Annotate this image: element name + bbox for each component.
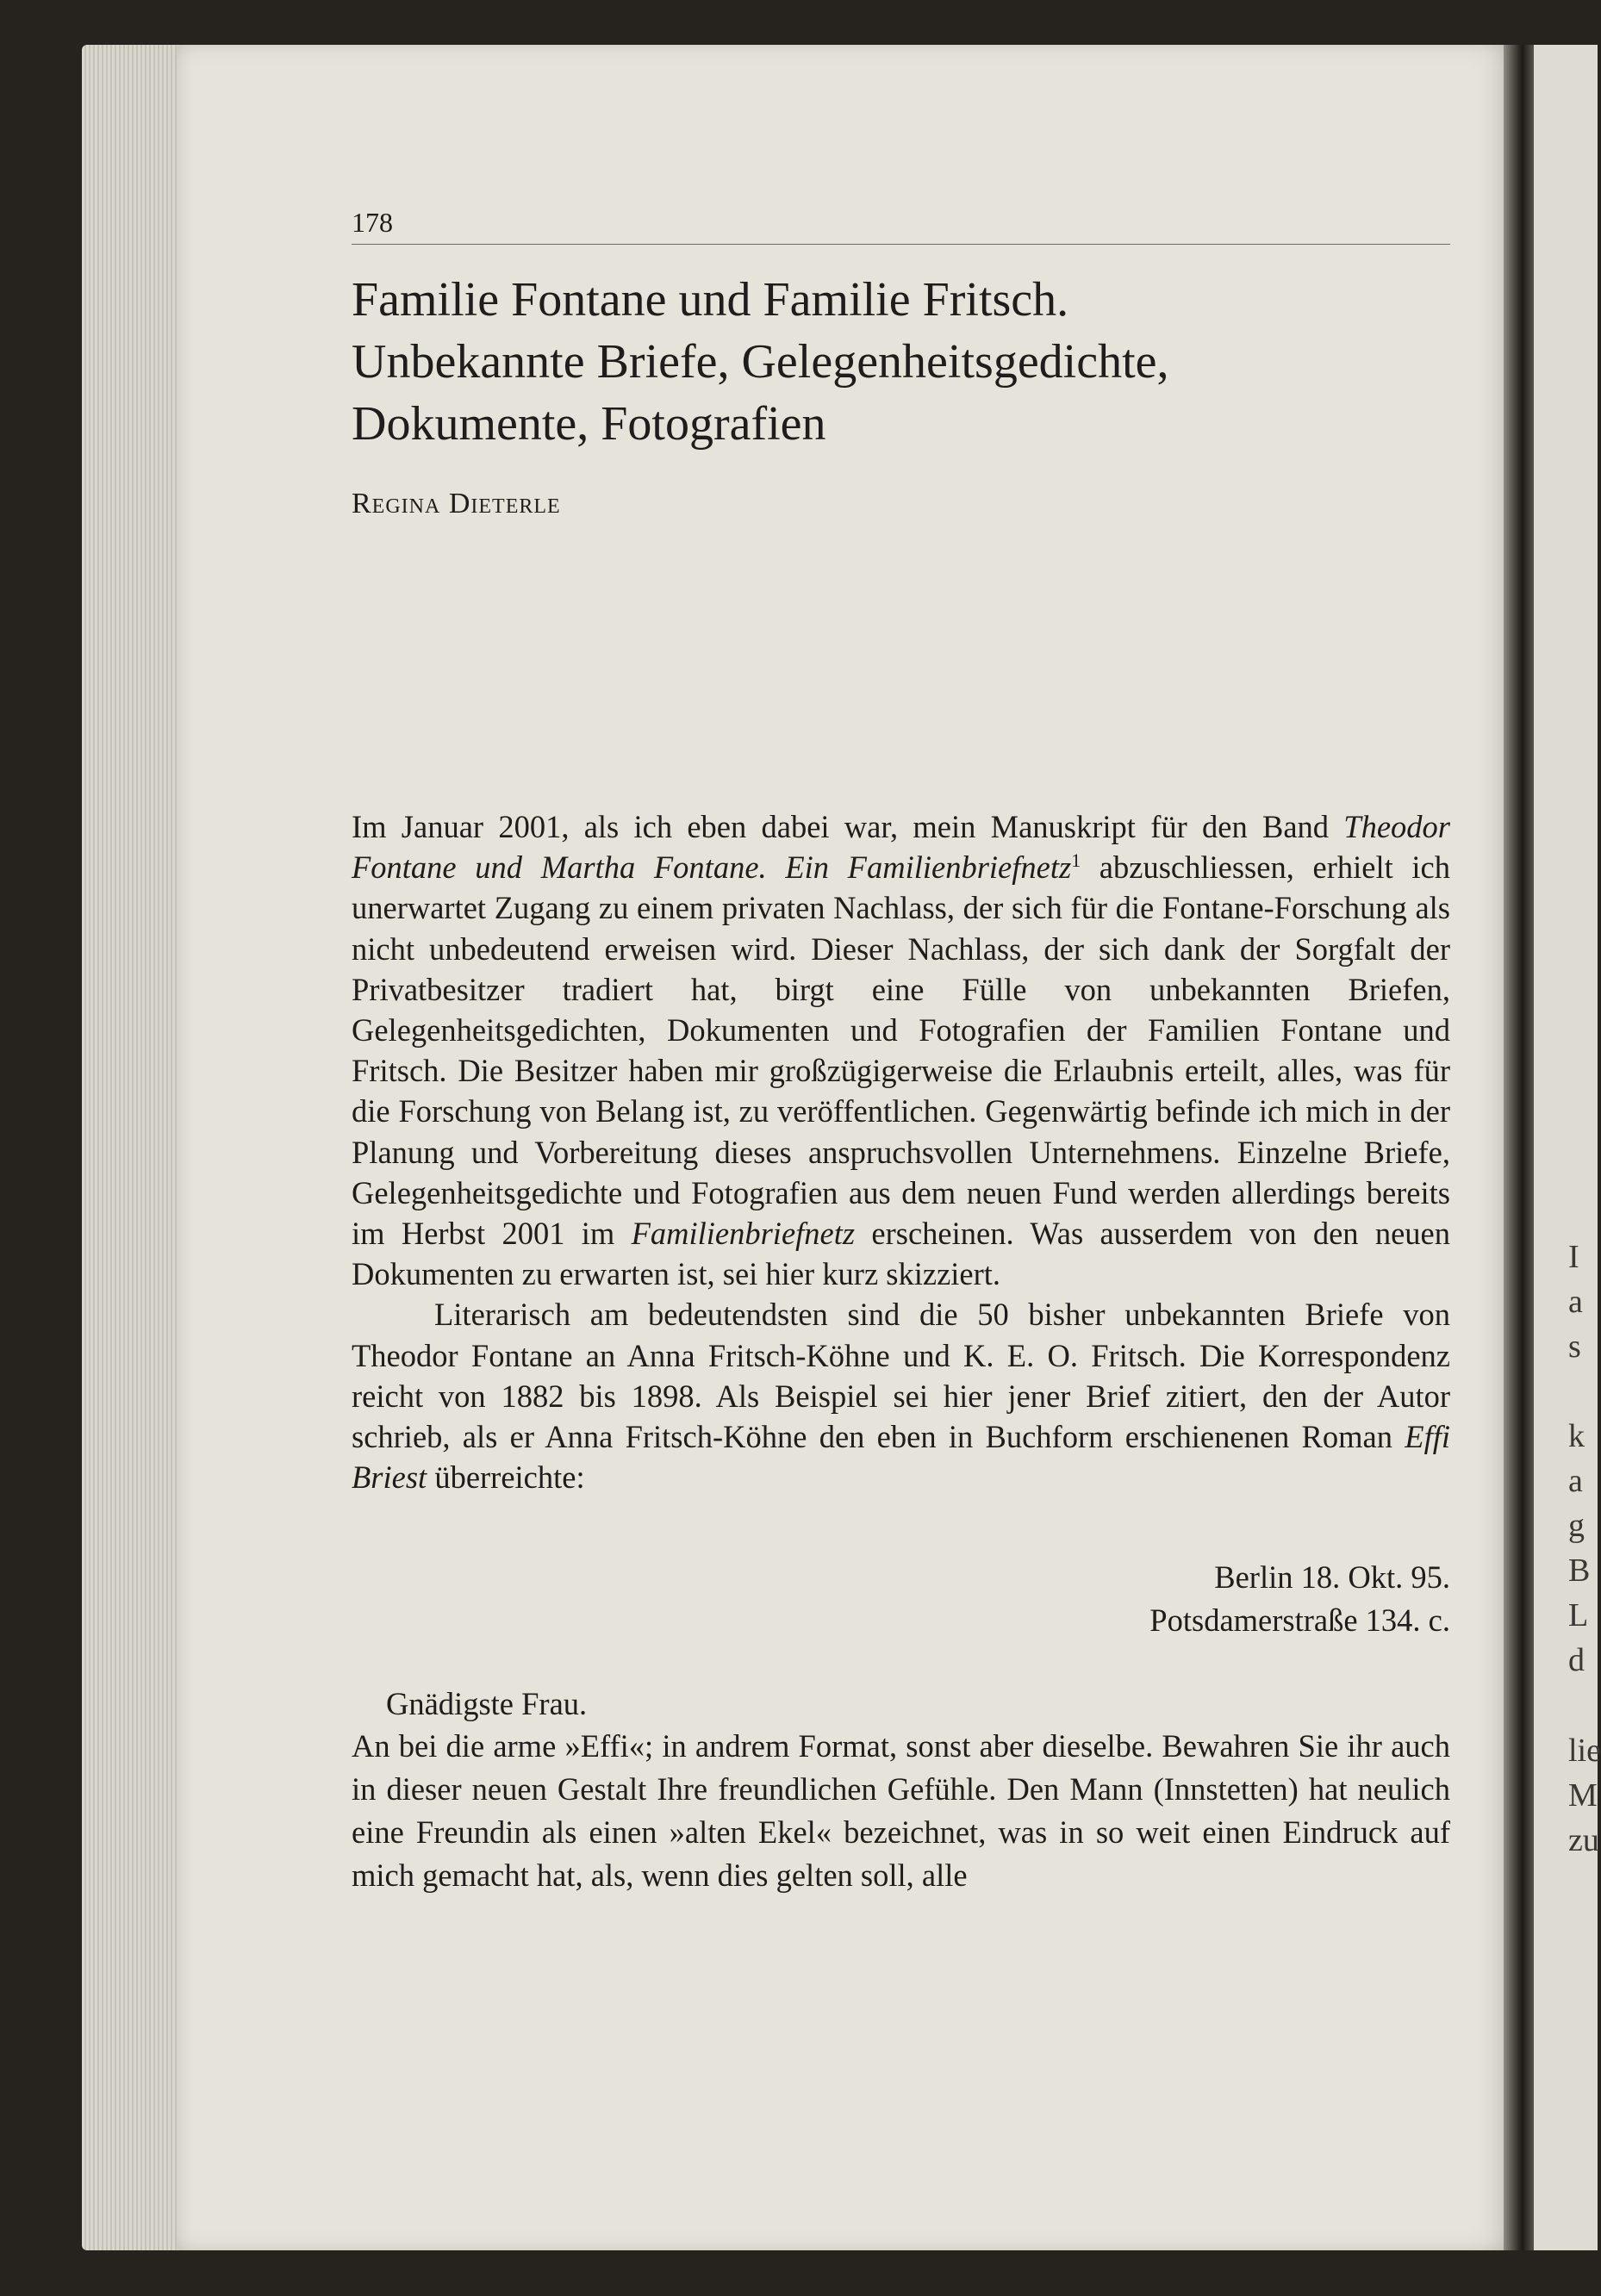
fragment: g xyxy=(1568,1508,1585,1544)
fragment: k xyxy=(1568,1418,1585,1454)
page-edges xyxy=(82,45,190,2250)
fragment: zu xyxy=(1568,1822,1599,1858)
letter-text: An bei die arme »Effi«; in andrem Format, sonst aber dieselbe. Bewahren Sie ihr auch in dieser neuen Gestalt Ihre freundlichen Gefühle. Den Mann (Innstetten) hat neulich eine Freundin als einen »alten Ekel« bezeichnet, was in so weit einen Eindruck auf mich gemacht hat, als, wenn dies gelten soll, alle xyxy=(352,1728,1450,1894)
paragraph-text: erscheinen. Was ausserdem von den neuen Dokumenten zu erwarten ist, sei hier kurz skizziert. xyxy=(352,1216,1451,1292)
footnote-marker: 1 xyxy=(1071,849,1081,872)
paragraph-text: Literarisch am bedeutendsten sind die 50 bisher unbekannten Briefe von Theodor Fontane an Anna Fritsch-Köhne und K. E. O. Fritsch. Die Korrespondenz reicht von 1882 bis 1898. Als Beispiel sei hier jener Brief zitiert, den der Autor schrieb, als er Anna Fritsch-Köhne den eben in Buchform erschienenen Roman xyxy=(352,1297,1450,1455)
letter-address: Potsdamerstraße 134. c. xyxy=(1149,1602,1450,1639)
title-line: Dokumente, Fotografien xyxy=(352,397,826,451)
page-content xyxy=(352,207,1450,1897)
paragraph-text: Im Januar 2001, als ich eben dabei war, mein Manuskript für den Band xyxy=(352,809,1344,844)
article-title xyxy=(352,269,1450,455)
title-line: Unbekannte Briefe, Gelegenheitsgedichte, xyxy=(352,335,1169,389)
letter-heading xyxy=(352,1556,1450,1642)
fragment: I xyxy=(1568,1239,1579,1275)
paragraph xyxy=(352,1294,1450,1497)
fragment: s xyxy=(1568,1328,1581,1365)
title-line: Familie Fontane und Familie Fritsch. xyxy=(352,273,1069,327)
fragment: d xyxy=(1568,1642,1585,1678)
page-number: 178 xyxy=(352,207,1450,245)
letter-salutation: Gnädigste Frau. xyxy=(386,1686,588,1722)
novel-title: Effi Briest xyxy=(352,1419,1450,1496)
fragment: a xyxy=(1568,1284,1583,1320)
letter-body xyxy=(352,1725,1450,1897)
adjacent-page xyxy=(1534,45,1601,2250)
fragment: B xyxy=(1568,1552,1591,1589)
book-title: Theodor Fontane und Martha Fontane. Ein Familienbriefnetz xyxy=(352,809,1450,886)
letter-date: Berlin 18. Okt. 95. xyxy=(1214,1559,1450,1596)
book-title: Familienbriefnetz xyxy=(631,1216,856,1252)
paragraph-text: überreichte: xyxy=(427,1459,585,1496)
fragment: a xyxy=(1568,1463,1583,1499)
paragraph-text: abzuschliessen, erhielt ich unerwartet Zugang zu einem privaten Nachlass, der sich für die Fontane-Forschung als nicht unbedeutend erweisen wird. Dieser Nachlass, der sich dank der Sorgfalt der Privatbesitzer tradiert hat, birgt eine Fülle von unbekannten Briefen, Gelegenheitsgedichten, Dokumenten und Fotografien der Familien Fontane und Fritsch. Die Besitzer haben mir großzügigerweise die Erlaubnis erteilt, alles, was für die Forschung von Belang ist, zu veröffentlichen. Gegenwärtig befinde ich mich in der Planung und Vorbereitung dieses anspruchsvollen Unternehmens. Einzelne Briefe, Gelegenheitsgedichte und Fotografien aus dem neuen Fund werden allerdings bereits im Herbst 2001 im xyxy=(352,849,1450,1252)
fragment: M xyxy=(1568,1777,1598,1814)
fragment: lie xyxy=(1568,1733,1601,1769)
author-name: Regina Dieterle xyxy=(352,488,561,520)
article-body xyxy=(352,806,1450,1497)
paragraph xyxy=(352,806,1450,1294)
fragment: L xyxy=(1568,1597,1589,1633)
book-gutter xyxy=(1504,45,1538,2250)
